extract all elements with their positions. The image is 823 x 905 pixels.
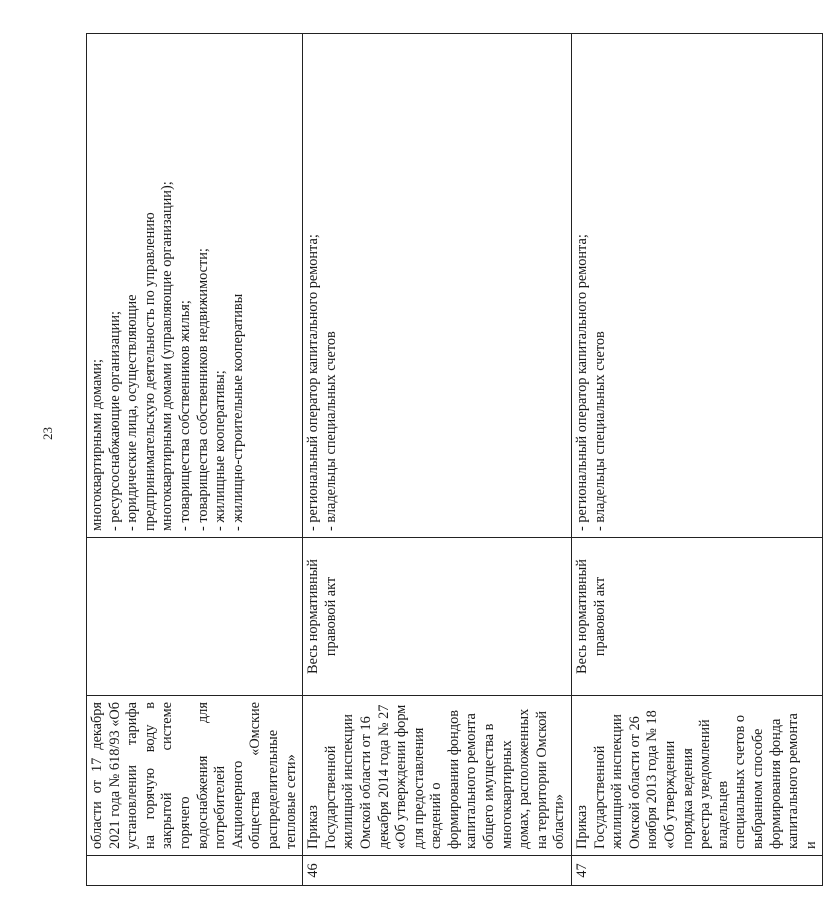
act-part: Весь нормативный правовой акт (572, 538, 823, 696)
subject-item: - товарищества собственников жилья; (176, 300, 193, 531)
subject-item: - ресурсоснабжающие организации; (106, 311, 123, 531)
document-table-rotated (86, 34, 819, 886)
subject-item: - товарищества собственников недвижимости; (194, 248, 211, 531)
subject-item: - владельцы специальных счетов (591, 331, 608, 531)
subject-item: - владельцы специальных счетов (322, 331, 339, 531)
act-name: Приказ Государственной жилищной инспекции Омской области от 16 декабря 2014 года № 27 «Об утверждении форм для предоставления сведений о формировании фондов капитального ремонта общего имущества в многоквартирных домах, расположенных на территории Омской области» (303, 696, 572, 856)
act-name: Приказ Государственной жилищной инспекции Омской области от 26 ноября 2013 года № 18 «Об утверждении порядка ведения реестра уведомлений владельцев специальных счетов о выбранном способе формирования фонда капитального ремонта и (572, 696, 823, 856)
subject-item: - юридические лица, осуществляющие (124, 294, 141, 531)
subjects-list (303, 34, 572, 538)
row-number (87, 856, 303, 886)
subjects-list (572, 34, 823, 538)
table-row (303, 34, 572, 886)
subject-item: предпринимательскую деятельность по управлению (141, 212, 158, 531)
page-number: 23 (40, 427, 55, 440)
row-number: 47 (572, 856, 823, 886)
subject-item: многоквартирными домами (управляющие организации); (159, 181, 176, 531)
subject-item: - региональный оператор капитального ремонта; (305, 234, 322, 531)
table-row (87, 34, 303, 886)
subject-item: - жилищно-строительные кооперативы (229, 293, 246, 531)
subjects-list (87, 34, 303, 538)
act-name: области от 17 декабря 2021 года № 618/93 «Об установлении тарифа на горячую воду в закрытой системе горячего водоснабжения для потребителей Акционерного общества «Омские распределительные тепловые сети» (87, 696, 303, 856)
subject-item: - жилищные кооперативы; (212, 370, 229, 531)
subject-item: - региональный оператор капитального ремонта; (574, 234, 591, 531)
row-number: 46 (303, 856, 572, 886)
table-row (572, 34, 823, 886)
act-part: Весь нормативный правовой акт (303, 538, 572, 696)
subject-item: многоквартирными домами; (89, 358, 105, 531)
regulations-table (86, 33, 823, 886)
act-part (87, 538, 303, 696)
